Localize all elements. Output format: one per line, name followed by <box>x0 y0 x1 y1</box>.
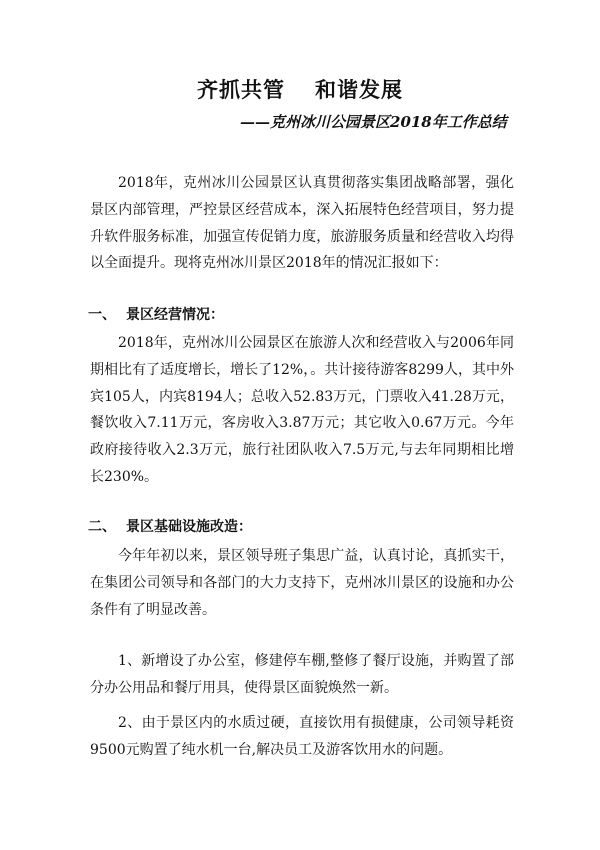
section-heading-1 <box>88 304 224 324</box>
section-heading-2 <box>88 516 252 536</box>
section-1-title: 景区经营情况： <box>126 307 224 323</box>
title-part-1: 齐抓共管 <box>197 78 285 102</box>
section-2-title: 景区基础设施改造： <box>126 519 252 535</box>
title-part-2: 和谐发展 <box>315 78 403 102</box>
section-1-number: 一、 <box>88 307 116 323</box>
section-1-paragraph-1: 2018年，克州冰川公园景区在旅游人次和经营收入与2006年同期相比有了适度增长，增长了12%，。共计接待游客8299人，其中外宾105人，内宾8194人；总收入52.83万元，门票收入41.28万元，餐饮收入7.11万元，客房收入3.87万元；其它收入0.67万元。今年政府接待收入2.3万元，旅行社团队收入7.5万元,与去年同期相比增长230%。 <box>90 335 514 485</box>
section-2-paragraph-1: 今年年初以来，景区领导班子集思广益，认真讨论，真抓实干，在集团公司领导和各部门的大力支持下，克州冰川景区的设施和办公条件有了明显改善。 <box>90 548 514 618</box>
section-2-number: 二、 <box>88 519 116 535</box>
section-2-paragraph-3: 2、由于景区内的水质过硬，直接饮用有损健康，公司领导耗资9500元购置了纯水机一台,解决员工及游客饮用水的问题。 <box>90 715 514 758</box>
document-subtitle: ——克州冰川公园景区2018年工作总结 <box>240 113 507 131</box>
intro-paragraph: 2018年，克州冰川公园景区认真贯彻落实集团战略部署，强化景区内部管理，严控景区经营成本，深入拓展特色经营项目，努力提升软件服务标准，加强宣传促销力度，旅游服务质量和经营收入均得以全面提升。现将克州冰川景区2018年的情况汇报如下： <box>90 175 514 272</box>
document-title <box>0 74 600 104</box>
section-2-paragraph-2: 1、新增设了办公室，修建停车棚,整修了餐厅设施，并购置了部分办公用品和餐厅用具，使得景区面貌焕然一新。 <box>90 653 514 696</box>
